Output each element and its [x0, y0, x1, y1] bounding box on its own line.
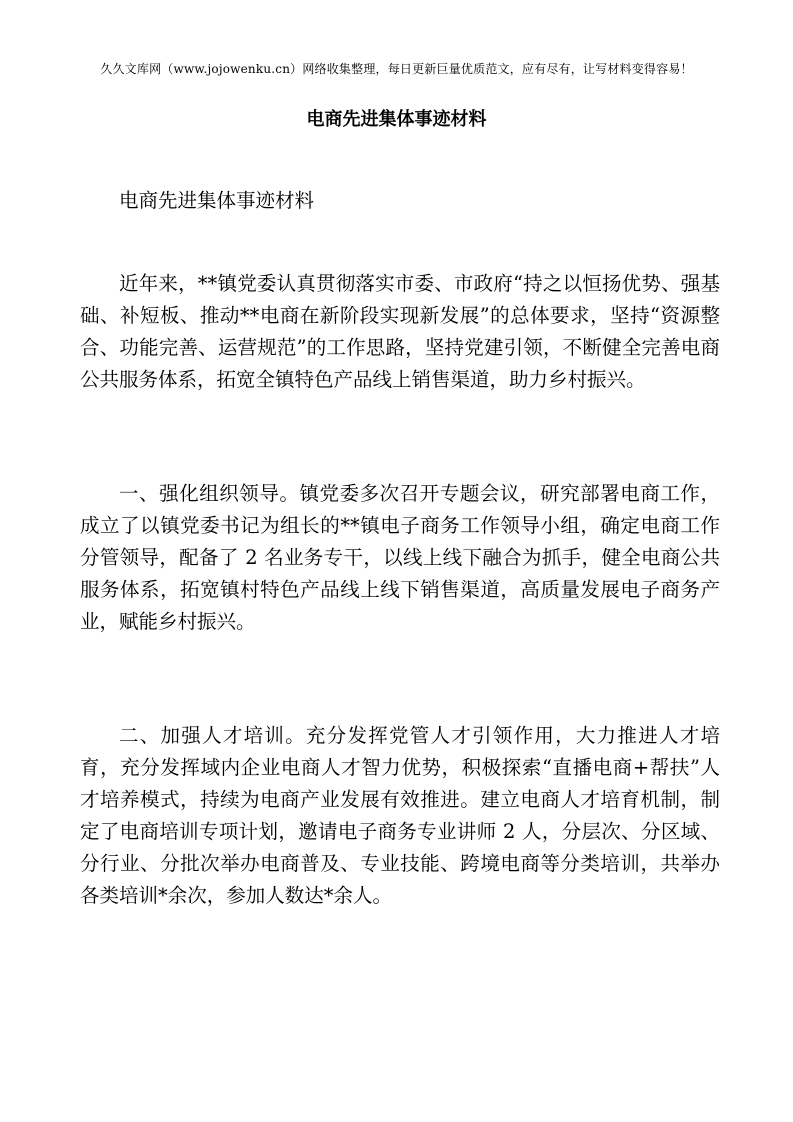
document-subtitle: 电商先进集体事迹材料 — [119, 189, 315, 212]
paragraph-training: 二、加强人才培训。充分发挥党管人才引领作用，大力推进人才培育，充分发挥域内企业电商人才智力优势，积极探索“直播电商+帮扶”人才培养模式，持续为电商产业发展有效推进。建立电商人才培育机制，制定了电商培训专项计划，邀请电子商务专业讲师 2 人，分层次、分区域、分行业、分批次举办电商普及、专业技能、跨境电商等分类培训，共举办各类培训*余次，参加人数达*余人。 — [80, 724, 720, 907]
paragraph-intro: 近年来，**镇党委认真贯彻落实市委、市政府“持之以恒扬优势、强基础、补短板、推动**电商在新阶段实现新发展”的总体要求，坚持“资源整合、功能完善、运营规范”的工作思路，坚持党建引领，不断健全完善电商公共服务体系，拓宽全镇特色产品线上销售渠道，助力乡村振兴。 — [80, 272, 720, 391]
document-title: 电商先进集体事迹材料 — [306, 109, 487, 130]
paragraph-organization: 一、强化组织领导。镇党委多次召开专题会议，研究部署电商工作，成立了以镇党委书记为组长的**镇电子商务工作领导小组，确定电商工作分管领导，配备了 2 名业务专干，以线上线下融合为抓手，健全电商公共服务体系，拓宽镇村特色产品线上线下销售渠道，高质量发展电子商务产业，赋能乡村振兴。 — [80, 482, 720, 633]
page-header-note: 久久文库网（www.jojowenku.cn）网络收集整理，每日更新巨量优质范文，应有尽有，让写材料变得容易！ — [100, 62, 693, 76]
